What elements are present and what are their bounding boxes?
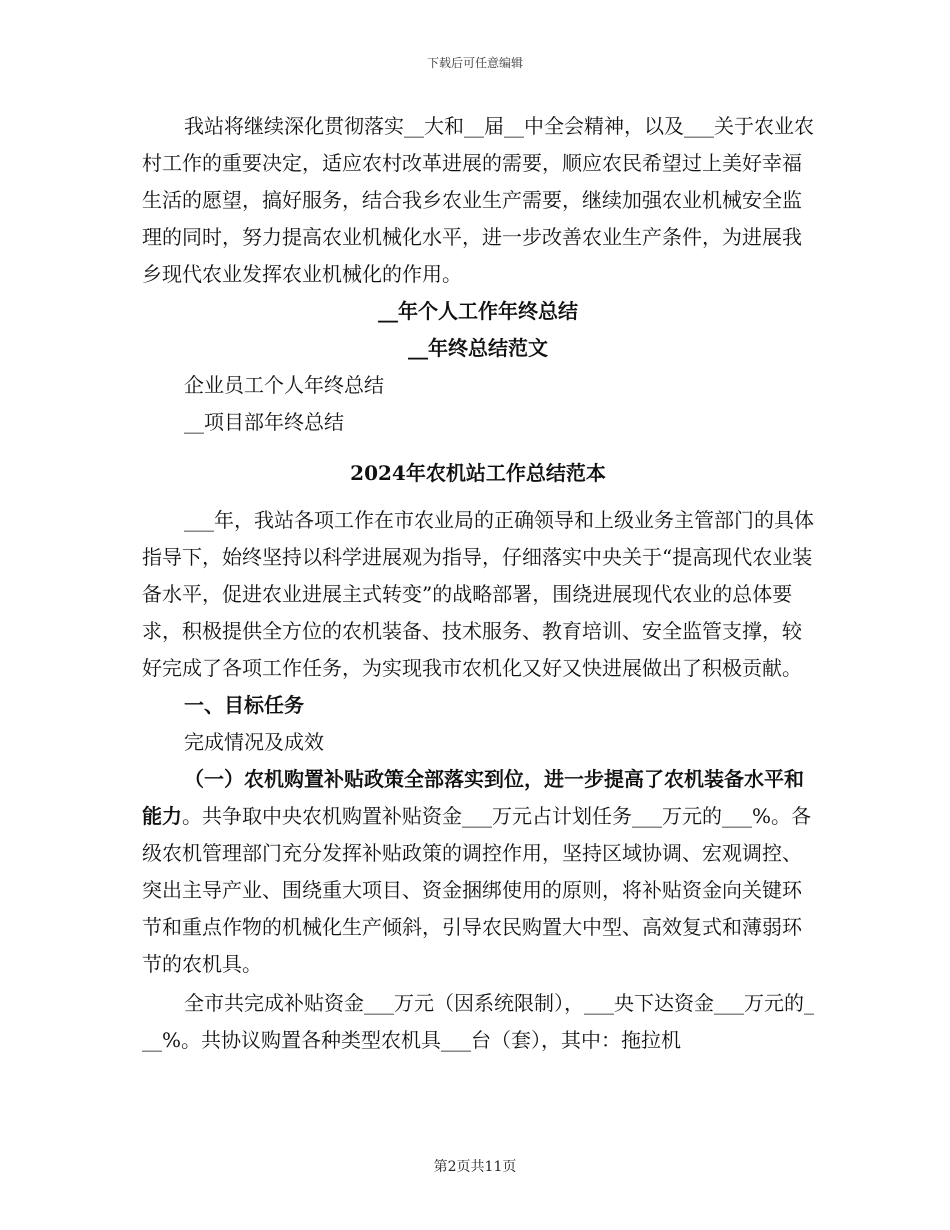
paragraph-subsidy-totals: 全市共完成补贴资金___万元（因系统限制），___央下达资金___万元的___%。共协议购置各种类型农机具___台（套），其中：拖拉机 (142, 991, 814, 1052)
heading-summary-sample[interactable]: __年终总结范文 (408, 336, 548, 360)
section-title-goals: 一、目标任务 (184, 693, 304, 717)
document-body (142, 108, 814, 1059)
page-header: 下载后可任意编辑 (426, 56, 523, 70)
intro-paragraph: 我站将继续深化贯彻落实__大和__届__中全会精神，以及___关于农业农村工作的重要决定，适应农村改革进展的需要，顺应农民希望过上美好幸福生活的愿望，搞好服务，结合我乡农业生产需要，继续加强农业机械安全监理的同时，努力提高农业机械化水平，进一步改善农业生产条件，为进展我乡现代农业发挥农业机械化的作用。 (142, 114, 814, 286)
link-project-summary[interactable]: __项目部年终总结 (184, 410, 344, 434)
link-employee-summary[interactable]: 企业员工个人年终总结 (184, 373, 384, 397)
paragraph-subsidy-lead: （一）农机购置补贴政策全部落实到位，进一步提高了农机装备水平和能力 (142, 767, 804, 828)
heading-annual-summary[interactable]: __年个人工作年终总结 (378, 299, 578, 323)
section-subtitle-results: 完成情况及成效 (184, 730, 324, 754)
page-number: 第2页共11页 (433, 1159, 517, 1175)
paragraph-overview: ___年，我站各项工作在市农业局的正确领导和上级业务主管部门的具体指导下，始终坚持以科学进展观为指导，仔细落实中央关于“提高现代农业装备水平，促进农业进展主式转变”的战略部署，围绕进展现代农业的总体要求，积极提供全方位的农机装备、技术服务、教育培训、安全监管支撑，较好完成了各项工作任务，为实现我市农机化又好又快进展做出了积极贡献。 (142, 508, 814, 680)
paragraph-subsidy (142, 761, 814, 983)
document-title: 2024年农机站工作总结范本 (350, 461, 606, 485)
paragraph-subsidy-rest: 。共争取中央农机购置补贴资金___万元占计划任务___万元的___%。各级农机管理部门充分发挥补贴政策的调控作用，坚持区域协调、宏观调控、突出主导产业、围绕重大项目、资金捆绑使用的原则，将补贴资金向关键环节和重点作物的机械化生产倾斜，引导农民购置大中型、高效复式和薄弱环节的农机具。 (142, 804, 812, 976)
